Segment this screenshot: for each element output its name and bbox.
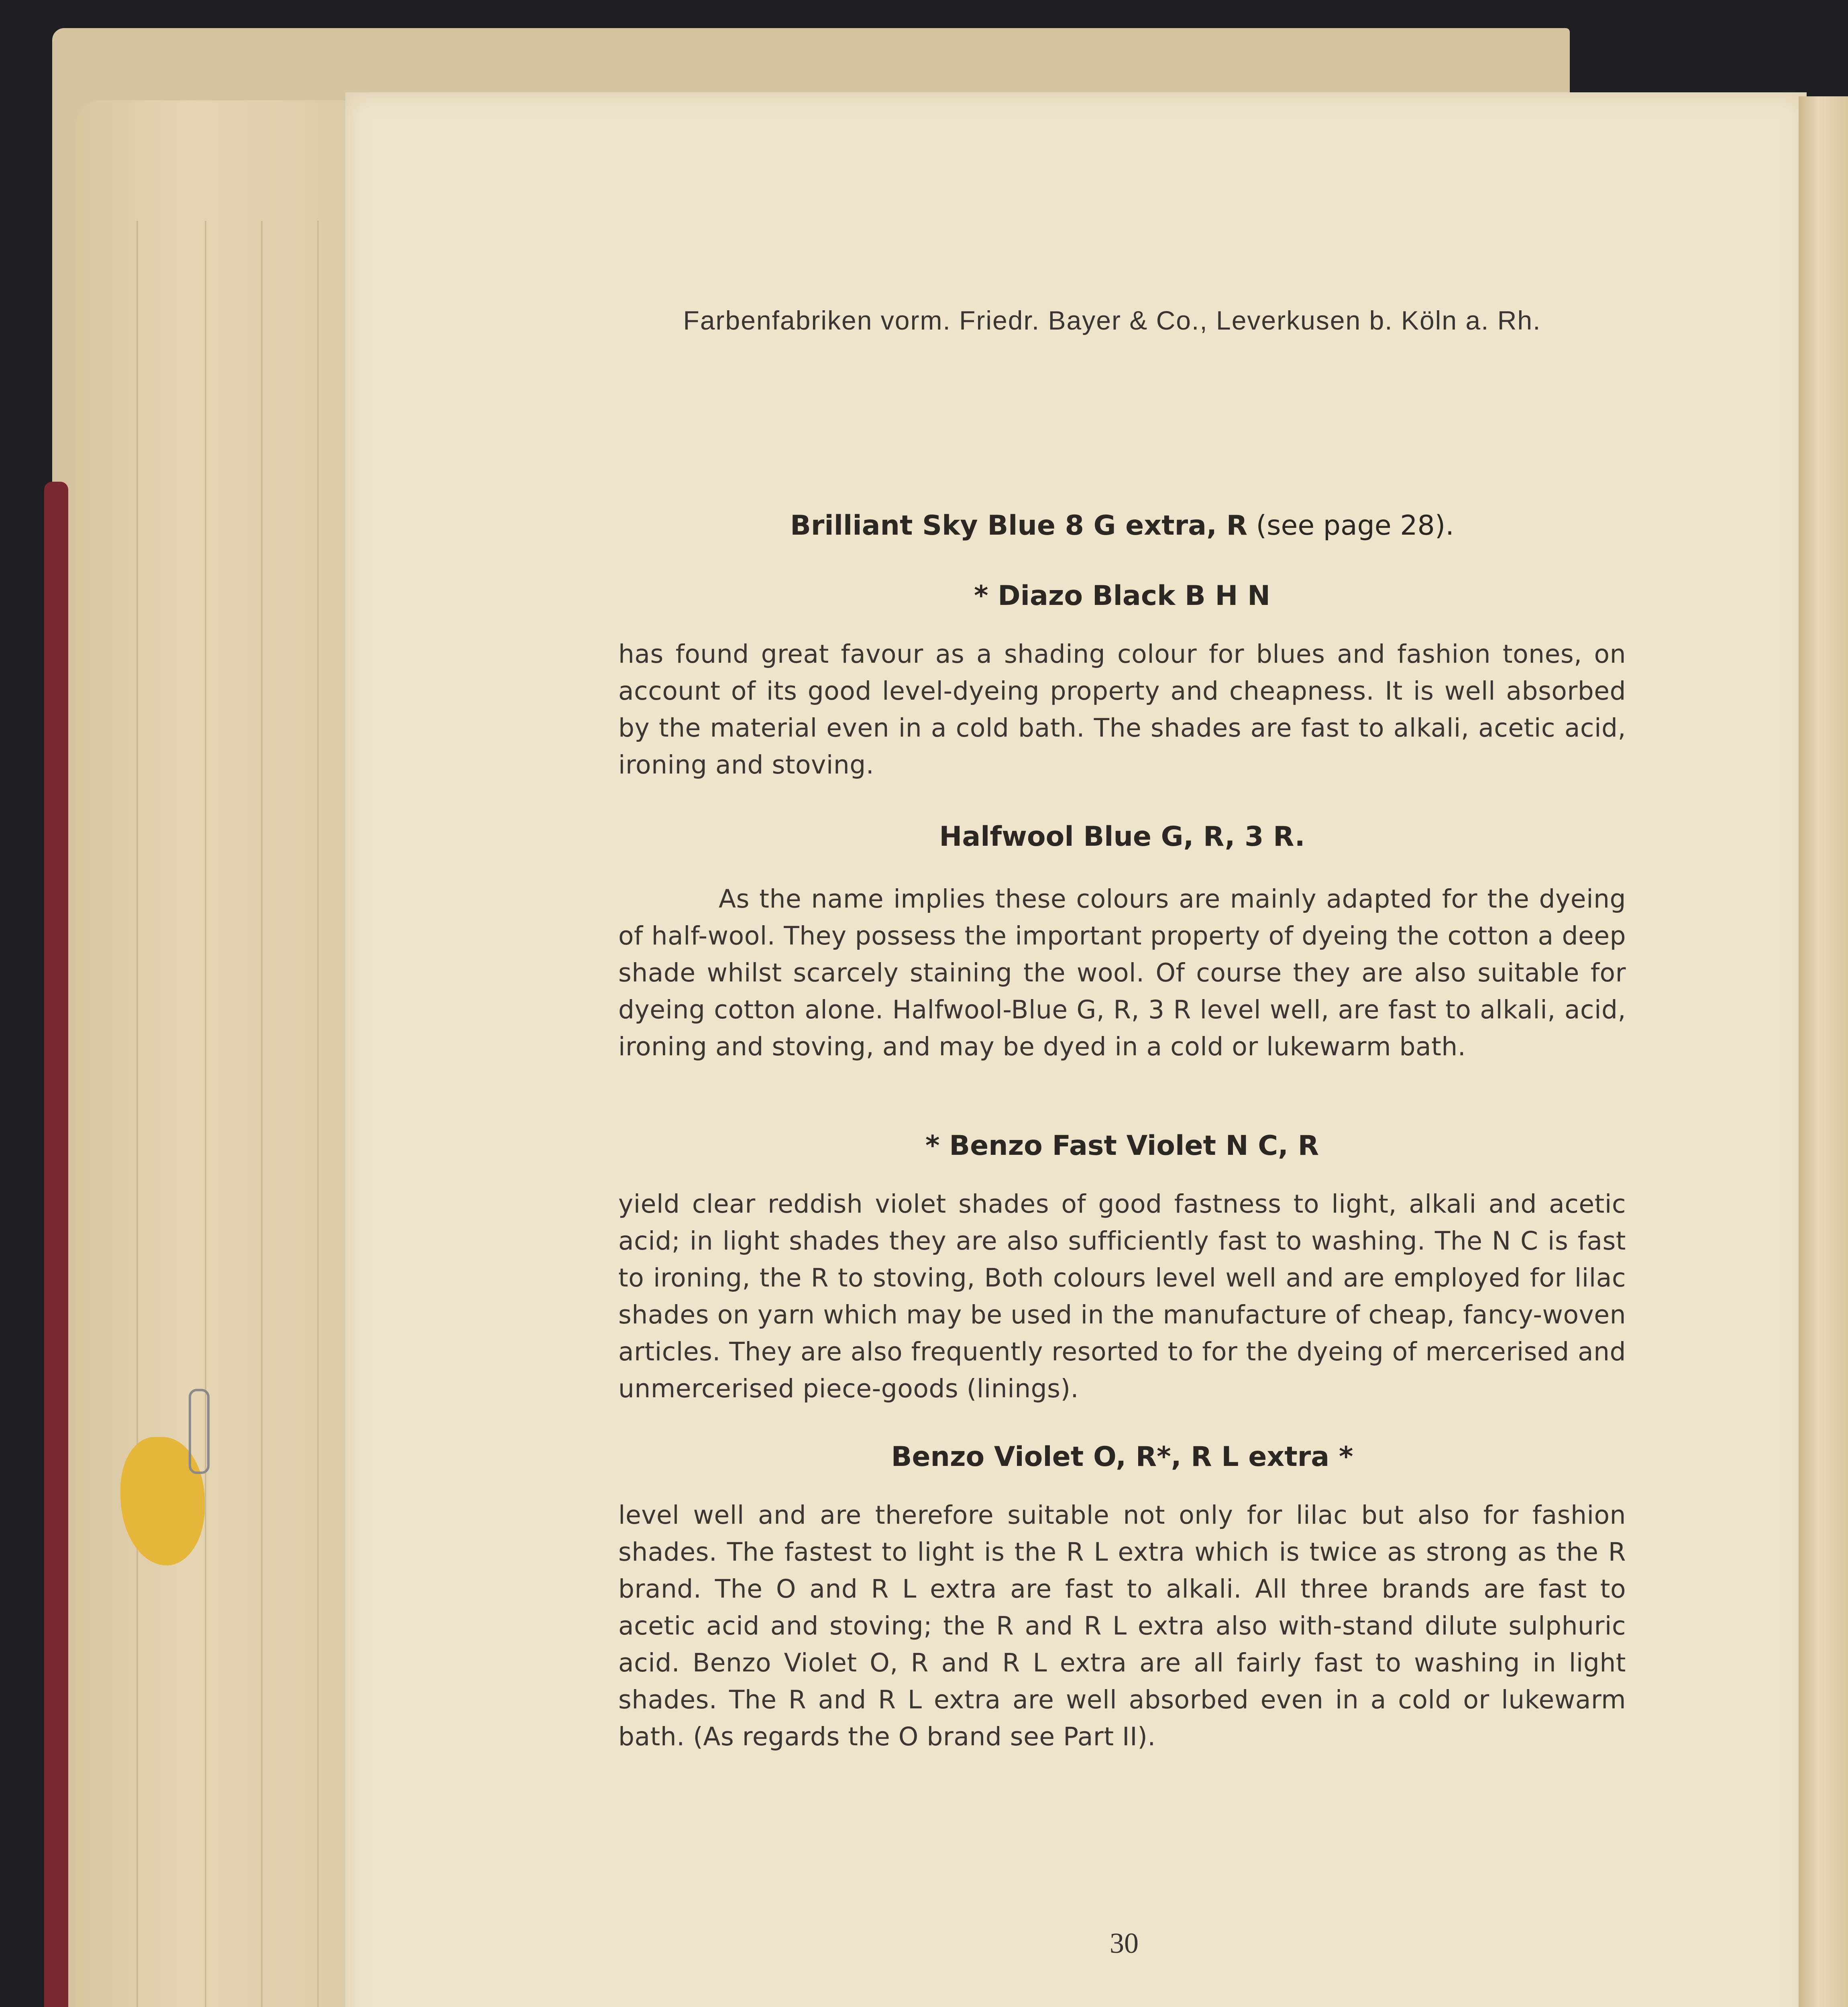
page-number: 30 — [1110, 1927, 1139, 1959]
section-heading: Brilliant Sky Blue 8 G extra, R (see page 28). — [790, 510, 1454, 541]
running-head: Farbenfabriken vorm. Friedr. Bayer & Co., Leverkusen b. Köln a. Rh. — [683, 305, 1541, 335]
section-body: has found great favour as a shading colour for blues and fashion tones, on account of its good level-dyeing property and cheapness. It is well absorbed by the material even in a cold bath. The shades are fast to alkali, acetic acid, ironing and stoving. — [618, 639, 1626, 780]
section-halfwool-blue — [618, 821, 1626, 1065]
section-body: As the name implies these colours are mainly adapted for the dyeing of half-wool. They possess the important property of dyeing the cotton a deep shade whilst scarcely staining the wool. Of course they are also suitable for dyeing cotton alone. Halfwool-Blue G, R, 3 R level well, are fast to alkali, acid, ironing and stoving, and may be dyed in a cold or lukewarm bath. — [618, 884, 1626, 1061]
book-spine-red — [44, 482, 68, 2007]
metal-clip-icon — [189, 1389, 210, 1474]
section-heading: Halfwool Blue G, R, 3 R. — [939, 821, 1305, 853]
section-body: level well and are therefore suitable not only for lilac but also for fashion shades. The fastest to light is the R L extra which is twice as strong as the R brand. The O and R L extra are fast to alkali. All three brands are fast to acetic acid and stoving; the R and R L extra also with-stand dilute sulphuric acid. Benzo Violet O, R and R L extra are all fairly fast to washing in light shades. The R and R L extra are well absorbed even in a cold or lukewarm bath. (As regards the O brand see Part II). — [618, 1500, 1626, 1751]
section-brilliant-sky-blue — [618, 510, 1626, 541]
page-stack-edges — [76, 100, 357, 2007]
section-heading: Benzo Violet O, R*, R L extra * — [891, 1441, 1353, 1473]
section-diazo-black — [618, 580, 1626, 784]
section-benzo-violet — [618, 1441, 1626, 1755]
section-heading: * Diazo Black B H N — [974, 580, 1271, 612]
book-gutter — [1799, 96, 1848, 2007]
section-body: yield clear reddish violet shades of good fastness to light, alkali and acetic acid; in light shades they are also sufficiently fast to washing. The N C is fast to ironing, the R to stoving, Both colours level well and are employed for lilac shades on yarn which may be used in the manufacture of cheap, fancy-woven articles. They are also frequently resorted to for the dyeing of mercerised and unmercerised piece-goods (linings). — [618, 1189, 1626, 1403]
section-heading: * Benzo Fast Violet N C, R — [925, 1130, 1319, 1162]
section-benzo-fast-violet — [618, 1130, 1626, 1407]
